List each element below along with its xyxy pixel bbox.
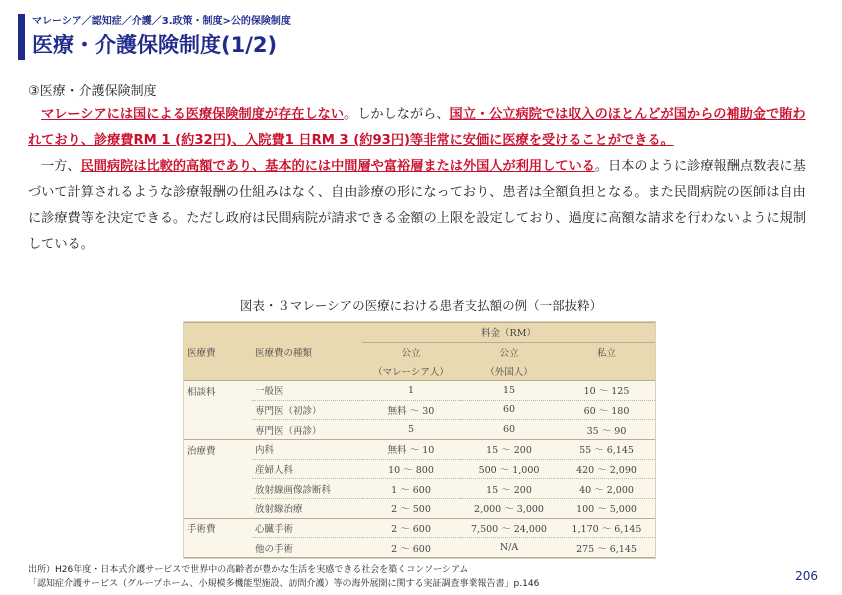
highlight-public-hospitals: 国立・公立病院では収入のほとんどが国からの補助金で賄われており、診療費RM 1 (約32円)、入院費1 日RM 3 (約93円)等非常に安価に医療を受けることができる。 <box>28 107 806 148</box>
col-header-public-foreign: 公立 <box>460 342 558 361</box>
cell-public-local: 10 〜 800 <box>362 459 460 479</box>
cell-category <box>184 420 252 440</box>
cell-category <box>184 400 252 420</box>
cell-public-local: 無料 〜 30 <box>362 400 460 420</box>
title-accent-bar <box>18 14 25 60</box>
cell-public-local: 2 〜 600 <box>362 538 460 558</box>
cell-type: 専門医（再診） <box>252 420 362 440</box>
cell-public-foreign: 60 <box>460 400 558 420</box>
cell-private: 420 〜 2,090 <box>558 459 655 479</box>
cell-public-foreign: 2,000 〜 3,000 <box>460 498 558 518</box>
cell-category: 治療費 <box>187 445 216 457</box>
paragraph-1 <box>28 102 818 154</box>
cell-category: 手術費 <box>187 524 216 536</box>
page-title: 医療・介護保険制度(1/2) <box>32 33 278 57</box>
table-row <box>184 498 655 518</box>
table-row <box>184 518 655 538</box>
cell-type: 放射線画像診断科 <box>252 479 362 499</box>
cell-public-foreign: 7,500 〜 24,000 <box>460 518 558 538</box>
cell-private: 55 〜 6,145 <box>558 439 655 459</box>
cell-private: 60 〜 180 <box>558 400 655 420</box>
cell-category <box>184 479 252 499</box>
table-row <box>184 380 655 400</box>
cell-public-local: 5 <box>362 420 460 440</box>
paragraph-2 <box>28 154 818 258</box>
cell-public-local: 2 〜 600 <box>362 518 460 538</box>
page-number: 206 <box>795 569 818 583</box>
cell-private: 40 〜 2,000 <box>558 479 655 499</box>
table-row <box>184 538 655 558</box>
cell-public-local: 2 〜 500 <box>362 498 460 518</box>
cell-public-local: 1 〜 600 <box>362 479 460 499</box>
highlight-no-insurance: マレーシアには国による医療保険制度が存在しない <box>41 107 345 122</box>
paragraph-2-lead: 一方、 <box>41 159 81 174</box>
col-subheader-public-local: （マレーシア人） <box>362 361 460 380</box>
highlight-private-hospitals: 民間病院は比較的高額であり、基本的には中間層や富裕層または外国人が利用している <box>80 159 595 174</box>
cell-category: 相談料 <box>187 386 216 398</box>
paragraph-2-text: 。日本のように診療報酬点数表に基づいて計算されるような診療報酬の仕組みはなく、自由診療の形になっており、患者は全額負担となる。また民間病院の医師は自由に診療費等を決定できる。ただし政府は民間病院が請求できる金額の上限を設定しており、過度に高額な請求を行わないように規制している。 <box>28 159 807 252</box>
source-line-1: 出所）H26年度・日本式介護サービスで世界中の高齢者が豊かな生活を実感できる社会を築くコンソーシアム <box>28 565 469 575</box>
cell-public-foreign: 60 <box>460 420 558 440</box>
body-text <box>28 102 818 258</box>
paragraph-1-text: 。しかしながら、 <box>344 107 450 122</box>
fee-table-container <box>183 321 656 559</box>
cell-type: 一般医 <box>252 380 362 400</box>
col-header-public-local: 公立 <box>362 342 460 361</box>
fee-header: 料金（RM） <box>362 323 655 343</box>
cell-type: 他の手術 <box>252 538 362 558</box>
table-row <box>184 479 655 499</box>
fee-table <box>184 322 655 558</box>
col-header-private: 私立 <box>558 342 655 361</box>
cell-type: 放射線治療 <box>252 498 362 518</box>
cell-category <box>184 498 252 518</box>
source-note <box>28 563 539 591</box>
table-header-row <box>184 342 655 361</box>
cell-type: 専門医（初診） <box>252 400 362 420</box>
cell-type: 産婦人科 <box>252 459 362 479</box>
cell-public-foreign: 500 〜 1,000 <box>460 459 558 479</box>
cell-type: 心臓手術 <box>252 518 362 538</box>
table-row <box>184 439 655 459</box>
cell-private: 35 〜 90 <box>558 420 655 440</box>
table-row <box>184 420 655 440</box>
cell-public-local: 1 <box>362 380 460 400</box>
table-header-row <box>184 361 655 380</box>
cell-public-foreign: 15 〜 200 <box>460 479 558 499</box>
cell-public-foreign: 15 〜 200 <box>460 439 558 459</box>
section-label: ③医療・介護保険制度 <box>28 84 157 99</box>
table-row <box>184 400 655 420</box>
cell-private: 100 〜 5,000 <box>558 498 655 518</box>
figure-title: 図表・３マレーシアの医療における患者支払額の例（一部抜粋） <box>239 298 603 313</box>
col-subheader-public-foreign: （外国人） <box>460 361 558 380</box>
col-header-type: 医療費の種類 <box>255 347 313 359</box>
table-header-row <box>184 323 655 343</box>
cell-public-local: 無料 〜 10 <box>362 439 460 459</box>
cell-public-foreign: N/A <box>460 538 558 558</box>
source-line-2: 「認知症介護サービス（グループホーム、小規模多機能型施設、訪問介護）等の海外展開に関する実証調査事業報告書」p.146 <box>28 579 540 589</box>
cell-category <box>184 459 252 479</box>
breadcrumb: マレーシア／認知症／介護／3.政策・制度>公的保険制度 <box>32 16 291 27</box>
table-row <box>184 459 655 479</box>
cell-public-foreign: 15 <box>460 380 558 400</box>
cell-private: 1,170 〜 6,145 <box>558 518 655 538</box>
cell-private: 10 〜 125 <box>558 380 655 400</box>
cell-type: 内科 <box>252 439 362 459</box>
cell-private: 275 〜 6,145 <box>558 538 655 558</box>
cell-category <box>184 538 252 558</box>
col-header-category: 医療費 <box>187 347 216 359</box>
